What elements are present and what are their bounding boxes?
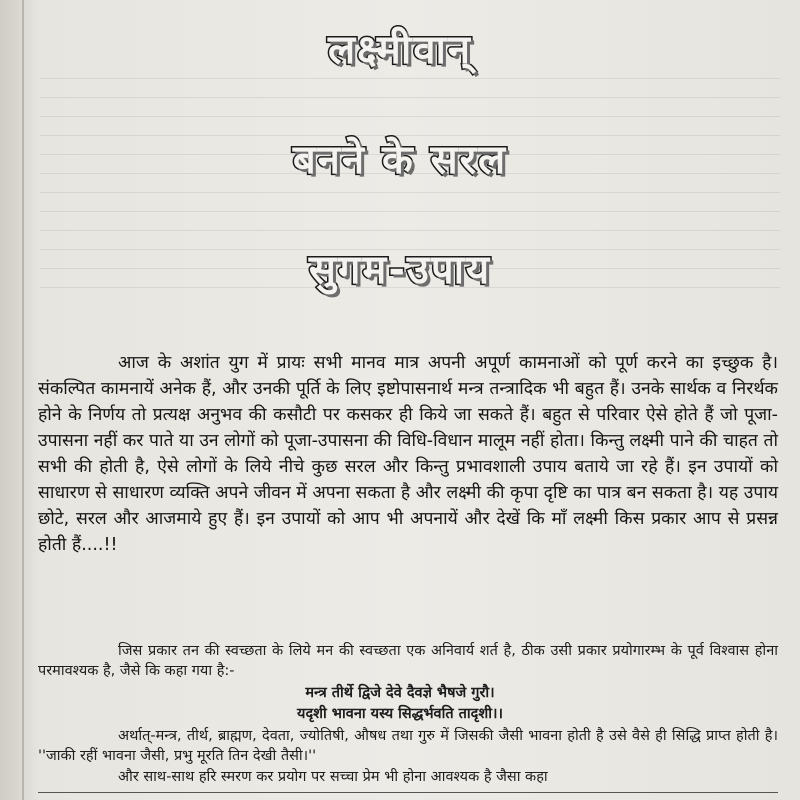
title-line-1: लक्ष्मीवान् (328, 27, 472, 73)
bottom-divider (38, 792, 778, 793)
closing-paragraph: और साथ-साथ हरि स्मरण कर प्रयोग पर सच्चा प्रेम भी होना आवश्यक है जैसा कहा (118, 769, 548, 785)
verse-line-1: मन्त्र तीर्थे द्विजे देवे दैवज्ञे भैषजे गुरौ। (305, 685, 495, 701)
title-line-2: बनने के सरल (292, 137, 508, 183)
meaning-paragraph: अर्थात्-मन्त्र, तीर्थ, ब्राह्मण, देवता, ज्योतिषी, औषध तथा गुरु में जिसकी जैसी भावना होती है उसे वैसे ही सिद्धि प्राप्त होती है। ''जाकी रहीं भावना जैसी, प्रभु मूरति तिन देखी तैसी।'' (38, 728, 778, 764)
verse-line-2: यदृशी भावना यस्य सिद्धर्भवति तादृशी।। (297, 706, 503, 722)
intro-paragraph: आज के अशांत युग में प्रायः सभी मानव मात्र अपनी अपूर्ण कामनाओं को पूर्ण करने का इच्छुक है। संकल्पित कामनायें अनेक हैं, और उनकी पूर्ति के लिए इष्टोपासनार्थ मन्त्र तन्त्रादिक भी बहुत हैं। उनके सार्थक व निरर्थक होने के निर्णय तो प्रत्यक्ष अनुभव की कसौटी पर कसकर ही किये जा सकते हैं। बहुत से परिवार ऐसे होते हैं जो पूजा-उपासना नहीं कर पाते या उन लोगों को पूजा-उपासना की विधि-विधान मालूम नहीं होता। किन्तु लक्ष्मी पाने की चाहत तो सभी की होती है, ऐसे लोगों के लिये नीचे कुछ सरल और किन्तु प्रभावशाली उपाय बताये जा रहे हैं। इन उपायों को साधारण से साधारण व्यक्ति अपने जीवन में अपना सकता है और लक्ष्मी की कृपा दृष्टि का पात्र बन सकता है। यह उपाय छोटे, सरल और आजमाये हुए हैं। इन उपायों को आप भी अपनायें और देखें कि माँ लक्ष्मी किस प्रकार आप से प्रसन्न होती हैं....!! (38, 353, 778, 555)
title-line-3: सुगम-उपाय (308, 247, 492, 293)
page-fold (22, 0, 24, 800)
faith-paragraph: जिस प्रकार तन की स्वच्छता के लिये मन की स्वच्छता एक अनिवार्य शर्त है, ठीक उसी प्रकार प्रयोगारम्भ के पूर्व विश्वास होना परमावश्यक है, जैसे कि कहा गया है:- (38, 643, 778, 679)
